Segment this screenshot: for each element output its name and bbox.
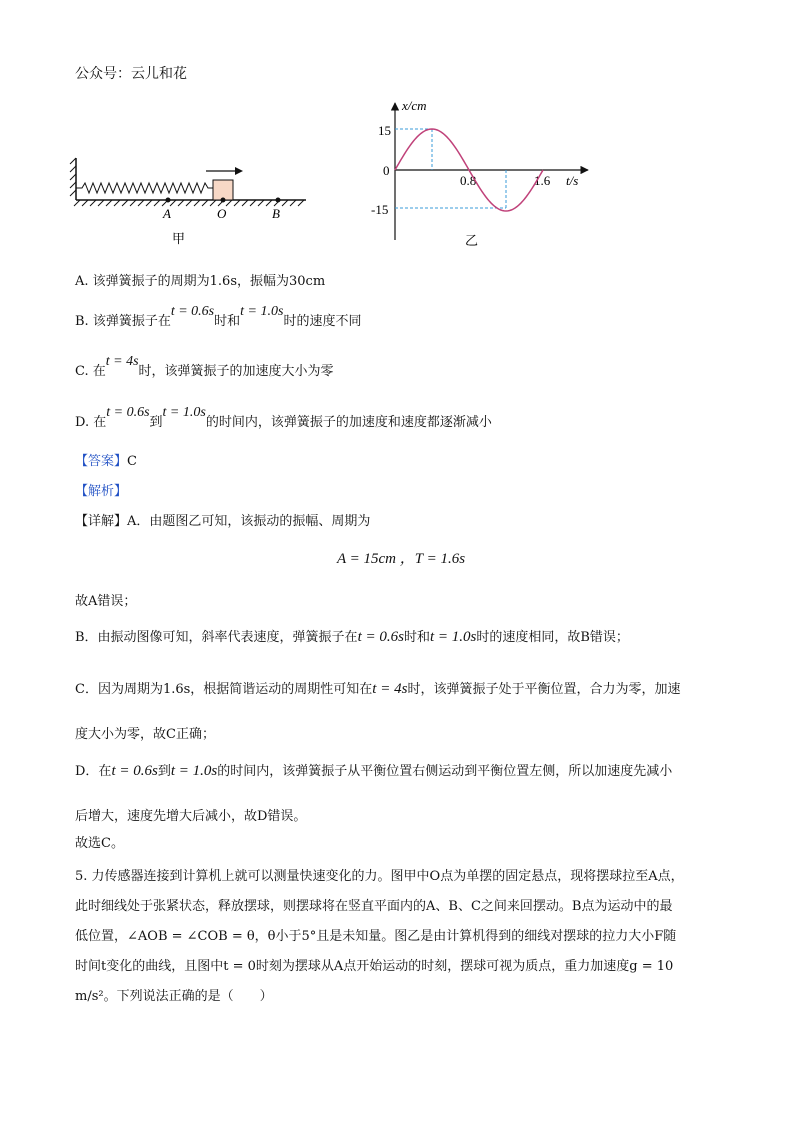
detail-b-t1: t = 0.6s	[357, 629, 404, 645]
floor-hatch-line	[226, 200, 232, 206]
detail-d	[75, 760, 672, 780]
detail-b-t2: t = 1.0s	[429, 629, 477, 645]
floor-hatching	[74, 200, 304, 206]
point-b-dot	[276, 198, 281, 203]
question5-line2: 此时细线处于张紧状态，释放摆球，则摆球将在竖直平面内的A、B、C之间来回摆动。B点为运动中的最	[75, 899, 673, 914]
option-c-t: t = 4s	[105, 354, 139, 369]
floor-hatch-line	[106, 200, 112, 206]
option-d	[75, 405, 492, 431]
source-header: 公众号：云儿和花	[75, 66, 187, 82]
velocity-arrow-head	[235, 167, 243, 175]
floor-hatch-line	[98, 200, 104, 206]
floor-hatch-line	[202, 200, 208, 206]
floor-hatch-line	[90, 200, 96, 206]
x-axis-label: t/s	[566, 173, 579, 188]
detail-b-mid: 时和	[403, 630, 430, 645]
detail-conclusion: 故选C。	[75, 836, 124, 851]
floor-hatch-line	[138, 200, 144, 206]
floor-hatch-line	[130, 200, 136, 206]
option-b-t1: t = 0.6s	[170, 304, 215, 319]
detail-line1: 【详解】A．由题图乙可知，该振动的振幅、周期为	[75, 514, 371, 529]
detail-c-pre: C．因为周期为1.6s，根据简谐运动的周期性可知在	[75, 682, 373, 697]
question5-line4: 时间t变化的曲线，且图中t = 0时刻为摆球从A点开始运动的时刻，摆球可视为质点，重力加速度g = 10	[75, 959, 674, 974]
floor-hatch-line	[122, 200, 128, 206]
floor-hatch-line	[298, 200, 304, 206]
tick-x-1: 0.8	[460, 173, 477, 188]
floor-hatch-line	[210, 200, 216, 206]
floor-hatch-line	[250, 200, 256, 206]
option-d-t2: t = 1.0s	[162, 405, 206, 420]
spring	[76, 183, 213, 193]
option-c	[75, 354, 334, 380]
option-a: A. 该弹簧振子的周期为1.6s，振幅为30cm	[75, 274, 326, 289]
tick-y-neg: -15	[371, 202, 389, 217]
detail-c-line2: 度大小为零，故C正确；	[75, 727, 215, 742]
figure-jia-spring-oscillator	[66, 150, 316, 250]
option-d-mid: 到	[149, 415, 163, 430]
point-a-dot	[166, 198, 171, 203]
floor-hatch-line	[114, 200, 120, 206]
answer-label: 【答案】	[75, 454, 128, 469]
analysis-label: 【解析】	[75, 484, 128, 499]
answer-value: C	[127, 454, 137, 469]
floor-hatch-line	[194, 200, 200, 206]
floor-hatch-line	[186, 200, 192, 206]
floor-hatch-line	[242, 200, 248, 206]
detail-formula: A = 15cm ，T = 1.6s	[337, 551, 466, 567]
floor-hatch-line	[146, 200, 152, 206]
tick-x-2: 1.6	[534, 173, 551, 188]
floor-hatch-line	[82, 200, 88, 206]
option-c-pre: C. 在	[75, 364, 106, 379]
detail-b-pre: B．由振动图像可知，斜率代表速度，弹簧振子在	[75, 630, 358, 645]
detail-c	[75, 678, 680, 698]
question5-line3: 低位置，∠AOB = ∠COB = θ，θ小于5°且是未知量。图乙是由计算机得到的细线对摆球的拉力大小F随	[75, 929, 677, 944]
detail-d-mid: 到	[157, 764, 171, 779]
detail-c-post: 时，该弹簧振子处于平衡位置，合力为零，加速	[407, 682, 681, 697]
tick-y-pos: 15	[378, 123, 391, 138]
floor-hatch-line	[178, 200, 184, 206]
point-o-dot	[221, 198, 226, 203]
floor-hatch-line	[154, 200, 160, 206]
floor-hatch-line	[74, 200, 80, 206]
floor-hatch-line	[290, 200, 296, 206]
point-b-label: B	[272, 206, 280, 221]
detail-c-t: t = 4s	[372, 681, 408, 697]
point-o-label: O	[217, 206, 227, 221]
answer-line	[75, 450, 137, 469]
floor-hatch-line	[282, 200, 288, 206]
option-b-post: 时的速度不同	[283, 314, 362, 329]
point-a-label: A	[163, 206, 171, 221]
option-d-pre: D. 在	[75, 415, 107, 430]
detail-d-line2: 后增大，速度先增大后减小，故D错误。	[75, 809, 307, 824]
wall-hatching	[70, 158, 76, 196]
option-b	[75, 304, 362, 330]
detail-d-post: 的时间内，该弹簧振子从平衡位置右侧运动到平衡位置左侧，所以加速度先减小	[217, 764, 673, 779]
detail-b	[75, 626, 629, 646]
option-d-post: 的时间内，该弹簧振子的加速度和速度都逐渐减小	[205, 415, 492, 430]
figure-yi-xt-graph	[360, 95, 600, 250]
floor-hatch-line	[234, 200, 240, 206]
option-b-mid: 时和	[214, 314, 241, 329]
y-axis-label: x/cm	[402, 98, 427, 113]
option-d-t1: t = 0.6s	[106, 405, 150, 420]
detail-line2: 故A错误；	[75, 594, 137, 609]
detail-d-t1: t = 0.6s	[111, 763, 158, 779]
floor-hatch-line	[258, 200, 264, 206]
detail-d-t2: t = 1.0s	[170, 763, 218, 779]
option-b-pre: B. 该弹簧振子在	[75, 314, 171, 329]
block	[213, 180, 233, 200]
question5-line1: 5. 力传感器连接到计算机上就可以测量快速变化的力。图甲中O点为单摆的固定悬点，现将摆球拉至A点，	[75, 869, 684, 884]
tick-y-zero: 0	[383, 163, 390, 178]
detail-d-pre: D．在	[75, 764, 112, 779]
figure-jia-label: 甲	[172, 232, 186, 247]
option-b-t2: t = 1.0s	[240, 304, 284, 319]
detail-b-post: 时的速度相同，故B错误；	[476, 630, 629, 645]
figure-yi-label: 乙	[465, 234, 479, 249]
question5-line5: m/s²。下列说法正确的是（ ）	[75, 989, 273, 1004]
option-c-post: 时，该弹簧振子的加速度大小为零	[138, 364, 334, 379]
